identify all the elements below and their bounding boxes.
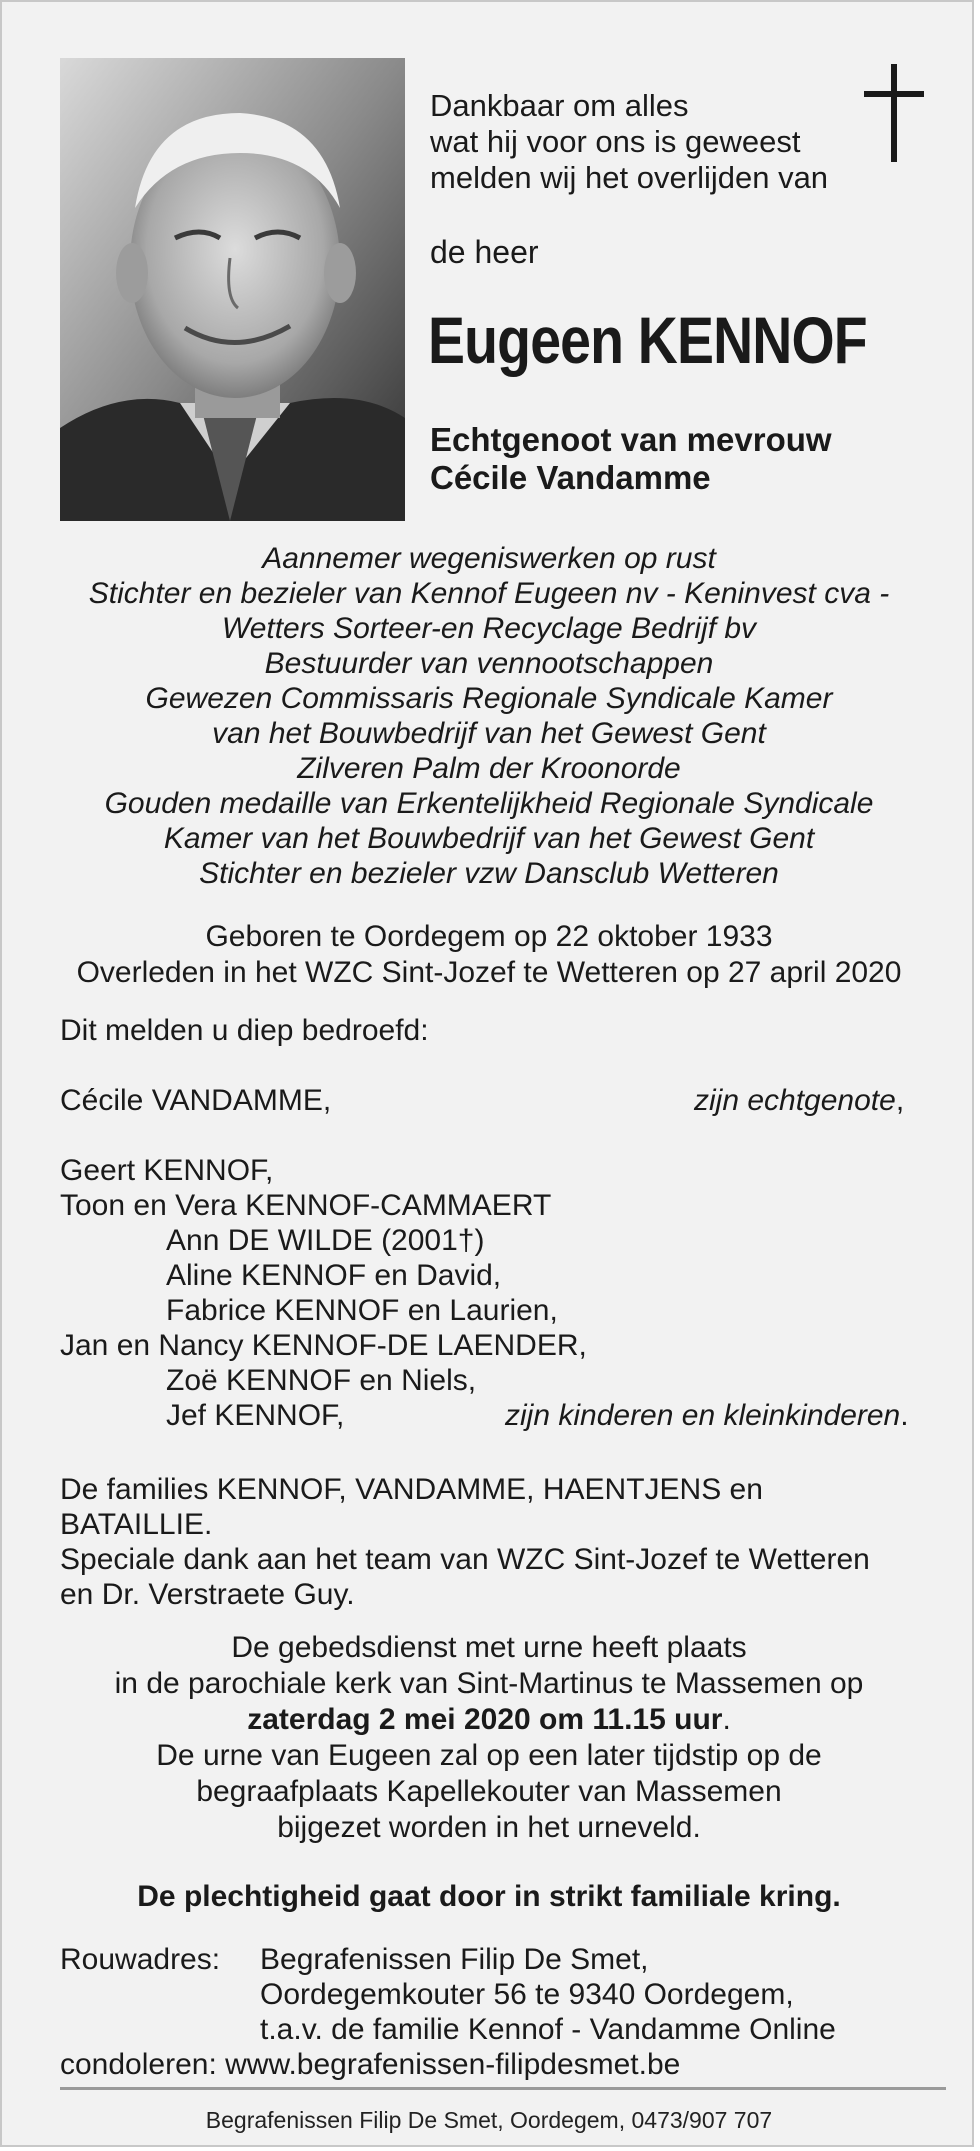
- life-dates: [2, 919, 976, 991]
- family-member: Aline KENNOF en David,: [166, 1259, 502, 1292]
- intro-line: wat hij voor ons is geweest: [430, 124, 801, 159]
- death-line: Overleden in het WZC Sint-Jozef te Wetteren op 27 april 2020: [76, 956, 902, 989]
- footer-divider: [60, 2087, 946, 2090]
- family-member: Zoë KENNOF en Niels,: [166, 1364, 477, 1397]
- spouse-line: Cécile Vandamme: [430, 459, 711, 496]
- condolence-link[interactable]: condoleren: www.begrafenissen-filipdesmet.be: [60, 2048, 681, 2081]
- family-children-role-wrap: [505, 1399, 909, 1433]
- career-line: van het Bouwbedrijf van het Gewest Gent: [212, 717, 766, 750]
- career-line: Wetters Sorteer-en Recyclage Bedrijf bv: [221, 612, 757, 645]
- spouse-info: [430, 421, 832, 497]
- career-list: [2, 541, 976, 891]
- career-line: Gewezen Commissaris Regionale Syndicale Kamer: [145, 682, 833, 715]
- service-date-line: [2, 1702, 976, 1738]
- service-date: zaterdag 2 mei 2020 om 11.15 uur: [247, 1703, 723, 1736]
- address-label: Rouwadres:: [60, 1943, 221, 1976]
- ceremony-note: De plechtigheid gaat door in strikt familiale kring.: [137, 1880, 841, 1913]
- career-line: Kamer van het Bouwbedrijf van het Gewest Gent: [163, 822, 815, 855]
- cross-icon: [864, 64, 924, 162]
- service-line: De urne van Eugeen zal op een later tijdstip op de: [156, 1739, 822, 1772]
- family-member: Jan en Nancy KENNOF-DE LAENDER,: [60, 1329, 587, 1362]
- career-line: Bestuurder van vennootschappen: [264, 647, 714, 680]
- family-children-role: zijn kinderen en kleinkinderen: [505, 1399, 901, 1432]
- punctuation: ,: [895, 1084, 905, 1117]
- family-member: Jef KENNOF,: [166, 1399, 345, 1432]
- service-line: in de parochiale kerk van Sint-Martinus te Massemen op: [114, 1667, 864, 1700]
- career-line: Zilveren Palm der Kroonorde: [297, 752, 681, 785]
- career-line: Stichter en bezieler van Kennof Eugeen nv - Keninvest cva -: [88, 577, 890, 610]
- extra-text: [60, 1472, 870, 1612]
- career-line: Gouden medaille van Erkentelijkheid Regionale Syndicale: [104, 787, 874, 820]
- career-line: Stichter en bezieler vzw Dansclub Wetteren: [199, 857, 779, 890]
- birth-line: Geboren te Oordegem op 22 oktober 1933: [205, 920, 773, 953]
- family-spouse-role-wrap: [694, 1084, 904, 1118]
- service-info: [2, 1630, 976, 1846]
- service-line: bijgezet worden in het urneveld.: [277, 1811, 701, 1844]
- family-spouse-role: zijn echtgenote: [694, 1084, 896, 1117]
- intro-text: [430, 88, 828, 196]
- family-member: Ann DE WILDE (2001†): [166, 1224, 485, 1257]
- punctuation: .: [722, 1703, 731, 1736]
- family-member: Fabrice KENNOF en Laurien,: [166, 1294, 558, 1327]
- intro-line: Dankbaar om alles: [430, 88, 689, 123]
- announce-text: Dit melden u diep bedroefd:: [60, 1014, 429, 1047]
- deceased-name: Eugeen KENNOF: [428, 303, 867, 377]
- family-spouse-name: Cécile VANDAMME,: [60, 1084, 332, 1117]
- address-line: Begrafenissen Filip De Smet,: [260, 1943, 649, 1976]
- address-line: Oordegemkouter 56 te 9340 Oordegem,: [260, 1978, 794, 2011]
- punctuation: .: [900, 1399, 909, 1432]
- extra-line: De families KENNOF, VANDAMME, HAENTJENS en: [60, 1473, 763, 1506]
- portrait-photo: [60, 58, 405, 521]
- family-member: Geert KENNOF,: [60, 1154, 274, 1187]
- family-member: Toon en Vera KENNOF-CAMMAERT: [60, 1189, 552, 1222]
- extra-line: BATAILLIE.: [60, 1508, 213, 1541]
- spouse-line: Echtgenoot van mevrouw: [430, 421, 832, 458]
- footer-credit: Begrafenissen Filip De Smet, Oordegem, 0473/907 707: [205, 2107, 773, 2133]
- intro-line: melden wij het overlijden van: [430, 160, 829, 195]
- address-line: t.a.v. de familie Kennof - Vandamme Online: [260, 2013, 836, 2046]
- service-line: begraafplaats Kapellekouter van Massemen: [196, 1775, 782, 1808]
- career-line: Aannemer wegeniswerken op rust: [262, 542, 716, 575]
- service-line: De gebedsdienst met urne heeft plaats: [231, 1631, 747, 1664]
- extra-line: Speciale dank aan het team van WZC Sint-Jozef te Wetteren: [60, 1543, 870, 1576]
- honorific: de heer: [430, 234, 539, 270]
- extra-line: en Dr. Verstraete Guy.: [60, 1578, 355, 1611]
